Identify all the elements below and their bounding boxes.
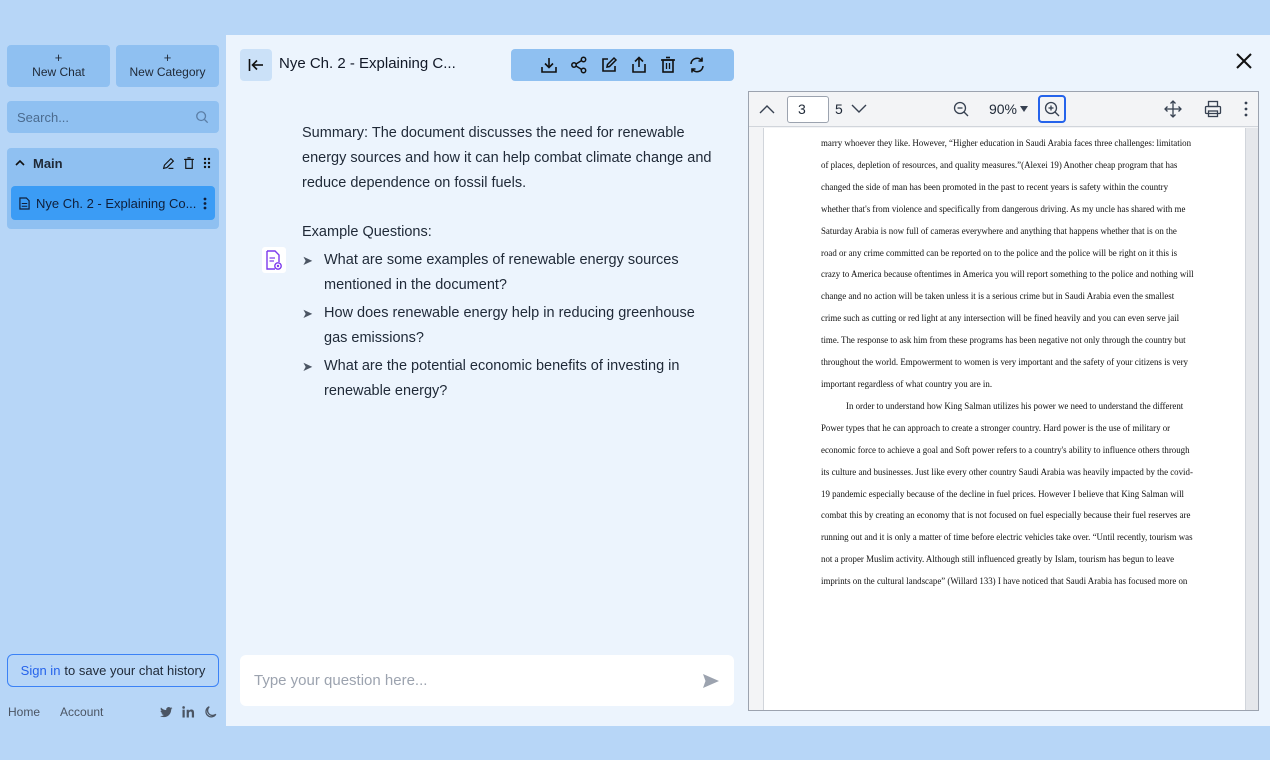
chevron-up-icon[interactable] (15, 156, 33, 171)
zoom-select[interactable] (981, 101, 1028, 117)
search-input[interactable] (17, 110, 187, 125)
search-box (7, 101, 219, 133)
example-questions-list (302, 248, 722, 404)
summary-text: Summary: The document discusses the need for renewable energy sources and how it can help combat climate change and reduce dependence on fossil fuels. (302, 125, 712, 191)
pdf-scrollbar[interactable] (1246, 128, 1258, 710)
sidebar-footer (8, 702, 218, 722)
edit-icon[interactable] (600, 56, 618, 74)
print-icon[interactable] (1204, 100, 1222, 118)
document-icon (19, 197, 30, 210)
account-link[interactable]: Account (60, 705, 104, 719)
signin-text: to save your chat history (64, 663, 206, 678)
new-chat-button[interactable] (7, 45, 110, 87)
send-icon[interactable] (702, 673, 720, 689)
pdf-toolbar (749, 92, 1258, 127)
document-toolbar (511, 49, 734, 81)
more-vertical-icon[interactable] (1244, 101, 1248, 117)
upload-icon[interactable] (630, 56, 648, 74)
trash-icon[interactable] (183, 157, 195, 170)
zoom-in-button[interactable] (1038, 95, 1066, 123)
arrow-left-bar-icon (248, 58, 264, 72)
sidebar (0, 35, 226, 726)
dark-mode-icon[interactable] (204, 705, 218, 719)
chevron-up-icon[interactable] (759, 104, 775, 114)
caret-down-icon (1020, 106, 1028, 112)
signin-link[interactable]: Sign in (20, 663, 61, 678)
pdf-viewer (748, 91, 1259, 711)
plus-icon: + (54, 50, 63, 65)
example-question[interactable]: How does renewable energy help in reducing greenhouse gas emissions? (324, 305, 695, 346)
more-vertical-icon[interactable] (203, 197, 207, 210)
pdf-paragraph: In order to understand how King Salman utilizes his power we need to understand the different Power types that he can approach to create a stronger country. Hard power is the use of military or economic force to achieve a goal and Soft power refers to a country's ability to influence others through its culture and businesses. Just like every other country Saudi Arabia was heavily impacted by the covid-19 pandemic especially because of the decline in fuel prices. However I believe that King Salman will combat this by creating an economy that is not focused on fuel especially because their fuel reserves are running out and it is only a matter of time before electric vehicles take over. “Until recently, tourism was not a proper Muslim activity. Although still influenced greatly by Islam, tourism has begun to leave imprints on the cultural landscape” (Willard 133) I have noticed that Saudi Arabia has focused more on (821, 400, 1193, 587)
search-icon[interactable] (195, 110, 209, 124)
chevron-down-icon[interactable] (851, 104, 867, 114)
list-item[interactable] (302, 354, 722, 404)
collapse-sidebar-button[interactable] (240, 49, 272, 81)
signin-banner (7, 654, 219, 687)
page-number-input[interactable]: 3 (787, 96, 829, 123)
drag-handle-icon[interactable] (203, 157, 211, 169)
plus-icon: + (163, 50, 172, 65)
arrow-right-icon: ➤ (302, 306, 313, 321)
refresh-icon[interactable] (688, 56, 706, 74)
zoom-in-icon (1044, 101, 1060, 117)
new-category-button[interactable] (116, 45, 219, 87)
list-item[interactable] (302, 301, 722, 351)
list-item[interactable] (302, 248, 722, 298)
home-link[interactable]: Home (8, 705, 41, 719)
trash-icon[interactable] (660, 56, 676, 74)
pdf-page-text (821, 133, 1194, 593)
question-input[interactable] (254, 672, 702, 689)
linkedin-icon[interactable] (182, 706, 195, 718)
pdf-paragraph: marry whoever they like. However, “Higher education in Saudi Arabia faces three challenges: limitation of places, depletion of resources, and quality measures.”(Alexei 19) Another cheap program that has changed the side of man has been promoted in the past to recent years is safety within the country whether that's from violence and specifically from dangerous driving. As my uncle has shared with me Saturday Arabia is now full of cameras everywhere and anything that happens whether that is on the road or any crime committed can be reported on to the police and the police will be right on it this is crazy to America because oftentimes in America you will report something to the police and nothing will change and no action will be taken unless it is a serious crime but in Saudi Arabia even the smallest crime such as cutting or red light at any intersection will be fined heavily and you can even serve jail time. The response to ask him from these programs has been negative not only through the country but throughout the world. Empowerment to women is very important and the safety of your citizens is very important regardless of what country you are in. (821, 138, 1194, 389)
pdf-page (763, 128, 1246, 710)
example-question[interactable]: What are the potential economic benefits of investing in renewable energy? (324, 358, 680, 399)
download-icon[interactable] (540, 56, 558, 74)
assistant-document-icon (262, 247, 286, 273)
new-chat-label: New Chat (32, 65, 85, 79)
question-composer (240, 655, 734, 706)
edit-icon[interactable] (162, 157, 175, 170)
category-group (7, 148, 219, 229)
zoom-out-icon[interactable] (953, 101, 969, 117)
example-question[interactable]: What are some examples of renewable energy sources mentioned in the document? (324, 252, 679, 293)
share-icon[interactable] (570, 56, 588, 74)
zoom-level: 90% (988, 101, 1017, 117)
sidebar-item-label: Nye Ch. 2 - Explaining Co... (36, 195, 197, 211)
twitter-icon[interactable] (160, 707, 173, 718)
arrow-right-icon: ➤ (302, 359, 313, 374)
arrow-right-icon: ➤ (302, 253, 313, 268)
sidebar-item-document[interactable] (11, 186, 215, 220)
example-questions-title: Example Questions: (302, 224, 432, 240)
main-panel (226, 35, 1270, 726)
category-header[interactable] (7, 148, 219, 178)
new-category-label: New Category (129, 65, 206, 79)
total-pages: 5 (835, 101, 843, 117)
chat-message (302, 121, 722, 407)
pan-icon[interactable] (1164, 100, 1182, 118)
close-icon[interactable] (1234, 51, 1254, 71)
document-title: Nye Ch. 2 - Explaining C... (279, 55, 456, 72)
category-name: Main (33, 155, 63, 171)
